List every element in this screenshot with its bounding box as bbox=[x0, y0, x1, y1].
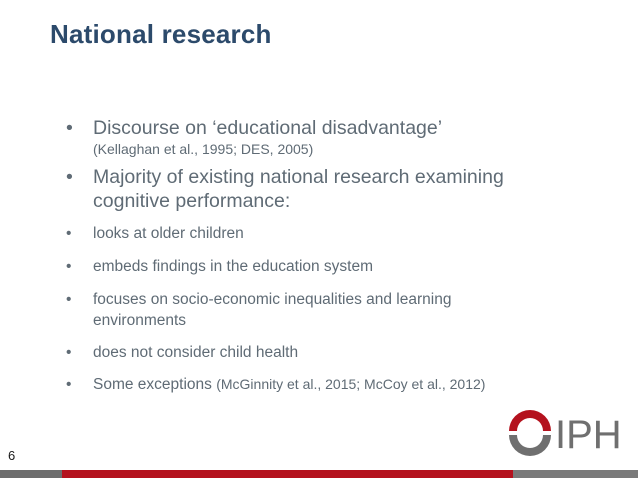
footer-gray-right bbox=[513, 470, 638, 478]
bullet-item bbox=[66, 342, 526, 363]
bullet-list bbox=[66, 116, 526, 395]
bullet-marker: • bbox=[66, 258, 72, 275]
bullet-item bbox=[66, 256, 526, 277]
bullet-text: focuses on socio-economic inequalities and learning environments bbox=[93, 291, 452, 329]
bullet-citation: (Kellaghan et al., 1995; DES, 2005) bbox=[93, 141, 314, 157]
bullet-marker: • bbox=[66, 166, 73, 188]
bullet-citation: (McGinnity et al., 2015; McCoy et al., 2012) bbox=[216, 376, 486, 392]
slide-number: 6 bbox=[8, 448, 16, 463]
slide-title: National research bbox=[50, 19, 272, 49]
bullet-text: embeds findings in the education system bbox=[93, 258, 374, 275]
logo-text: IPH bbox=[555, 413, 622, 457]
bullet-text: does not consider child health bbox=[93, 344, 299, 361]
bullet-item bbox=[66, 165, 526, 213]
bullet-marker: • bbox=[66, 344, 72, 361]
bullet-text-wrapper bbox=[93, 374, 526, 395]
footer-red bbox=[62, 470, 513, 478]
bullet-marker: • bbox=[66, 291, 72, 308]
bullet-item bbox=[66, 289, 526, 331]
bullet-text: looks at older children bbox=[93, 225, 244, 242]
footer-gray-left bbox=[0, 470, 62, 478]
bullet-marker: • bbox=[66, 117, 73, 139]
bullet-text: Majority of existing national research examining cognitive performance: bbox=[93, 166, 504, 212]
logo-ring-gray-arc bbox=[509, 435, 551, 456]
bullet-item bbox=[66, 223, 526, 244]
bullet-text: Some exceptions bbox=[93, 376, 212, 393]
bullet-marker: • bbox=[66, 376, 72, 393]
logo-ring-red-arc bbox=[509, 410, 551, 431]
bullet-item bbox=[66, 374, 526, 395]
bullet-marker: • bbox=[66, 225, 72, 242]
bullet-item bbox=[66, 116, 526, 159]
bullet-text: Discourse on ‘educational disadvantage’ bbox=[93, 117, 443, 139]
iph-logo bbox=[503, 404, 628, 464]
footer-bar bbox=[0, 470, 638, 478]
iph-ring-logo-icon bbox=[509, 410, 551, 456]
